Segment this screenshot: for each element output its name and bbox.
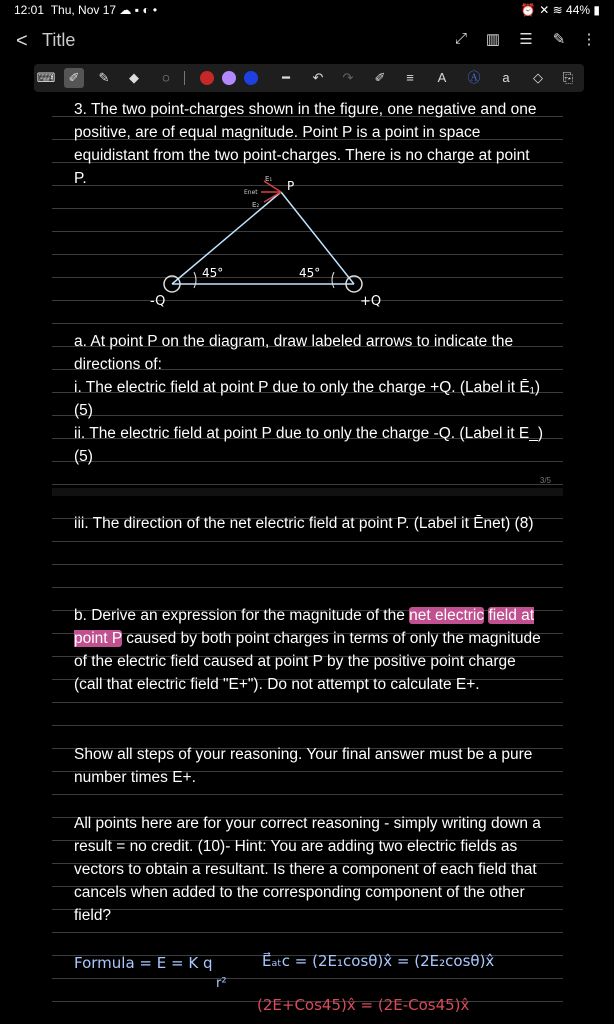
back-chevron-icon[interactable]: < bbox=[16, 30, 28, 52]
question-3-text: 3. The two point-charges shown in the figure, one negative and one positive, are of equal magnitude. Point P is a point in space equidistant from the two point-charges. There is no charge at point P. bbox=[74, 101, 537, 187]
drawing-toolbar bbox=[34, 64, 584, 92]
page-number: 3/5 bbox=[539, 476, 551, 485]
text-tool-icon[interactable]: A bbox=[437, 70, 447, 85]
wifi-icon: ≋ bbox=[552, 3, 563, 17]
color-blue-swatch[interactable] bbox=[244, 71, 258, 85]
part-b-rest: caused by both point charges in terms of only the magnitude of the electric field caused at point P by the positive point charge (call that electric field "E+"). Do not attempt to calculate E+. bbox=[74, 630, 541, 693]
eraser-icon[interactable]: ◆ bbox=[129, 70, 139, 85]
hint-text: All points here are for your correct reasoning - simply writing down a result = no credit. (10)- Hint: You are adding two electric fields as vectors to obtain a resultant. Is there a component of each field that cancels when added to the corresponding component of the other field? bbox=[74, 815, 541, 924]
battery-icon: ▮ bbox=[593, 3, 600, 17]
handwritten-formula bbox=[74, 954, 227, 991]
more-options-icon[interactable]: ⋮ bbox=[581, 31, 597, 48]
part-a-i-text: i. The electric field at point P due to only the charge +Q. (Label it Ē₁) (5) bbox=[74, 379, 541, 419]
undo-icon[interactable]: ↶ bbox=[312, 70, 324, 85]
part-b-intro: b. Derive an expression for the magnitude of the bbox=[74, 607, 410, 624]
stroke-width-icon[interactable]: ━ bbox=[282, 70, 290, 85]
handwriting-convert-icon[interactable]: Ⓐ bbox=[467, 70, 481, 85]
triangle-left-side bbox=[172, 192, 281, 284]
battery-level: 44% bbox=[566, 3, 591, 17]
e1-annotation: E₁ bbox=[265, 175, 273, 183]
enet-annotation: Enet bbox=[244, 189, 258, 196]
angle-right-label: 45° bbox=[299, 266, 321, 280]
shapes-icon[interactable]: ◇ bbox=[533, 70, 543, 85]
color-purple-swatch[interactable] bbox=[222, 71, 236, 85]
pen-tool-icon[interactable]: ✐ bbox=[64, 68, 84, 88]
handwritten-net-field: E⃗ₐₜc = (2E₁cosθ)x̂ = (2E₂cosθ)x̂ bbox=[262, 952, 495, 970]
angle-arc-right bbox=[332, 272, 334, 288]
note-page-2[interactable] bbox=[52, 496, 563, 1024]
handwritten-substitution: (2E+Cos45)x̂ = (2E-Cos45)x̂ bbox=[257, 996, 470, 1014]
e2-annotation: E₂ bbox=[252, 201, 260, 209]
status-time: 12:01 Thu, Nov 17 ☁ ▪ ◐ • bbox=[14, 3, 158, 17]
highlighter-icon[interactable]: ✎ bbox=[98, 70, 110, 85]
formula-denominator: r² bbox=[216, 976, 227, 991]
page-list-icon[interactable]: ☰ bbox=[519, 31, 533, 48]
status-bar bbox=[0, 0, 614, 20]
angle-arc-left bbox=[194, 272, 196, 288]
part-a-text: a. At point P on the diagram, draw labeled arrows to indicate the directions of: bbox=[74, 333, 514, 373]
redo-icon[interactable]: ↷ bbox=[342, 70, 354, 85]
pen-settings-icon[interactable]: ✐ bbox=[374, 70, 386, 85]
part-a-iii-text: iii. The direction of the net electric field at point P. (Label it Ēnet) (8) bbox=[74, 515, 534, 532]
ocr-icon[interactable]: a bbox=[502, 70, 510, 85]
highlight-net-electric[interactable]: net electric bbox=[409, 607, 485, 624]
status-right bbox=[521, 3, 600, 17]
highlight-field-at-point-p[interactable]: field at point P bbox=[74, 607, 535, 647]
angle-left-label: 45° bbox=[202, 266, 224, 280]
part-b-text bbox=[74, 604, 544, 696]
part-a-ii-text: ii. The electric field at point P due to only the charge -Q. (Label it E_) (5) bbox=[74, 425, 543, 465]
positive-charge-label: +Q bbox=[360, 294, 382, 309]
title-bar bbox=[0, 22, 614, 60]
formula-line: Formula = E = K q bbox=[74, 954, 213, 972]
mute-icon: ✕ bbox=[539, 3, 550, 17]
fullscreen-icon[interactable]: ⤢ bbox=[454, 30, 467, 47]
color-red-swatch[interactable] bbox=[200, 71, 214, 85]
keyboard-icon[interactable]: ⌨ bbox=[36, 70, 56, 85]
page-gap bbox=[52, 488, 563, 496]
note-page-1[interactable] bbox=[52, 94, 563, 488]
edit-pen-icon[interactable]: ✎ bbox=[552, 31, 566, 48]
book-view-icon[interactable]: ▥ bbox=[485, 31, 501, 48]
text-align-icon[interactable]: ≡ bbox=[406, 70, 414, 85]
instructions-text: Show all steps of your reasoning. Your final answer must be a pure number times E+. bbox=[74, 746, 533, 786]
lasso-icon[interactable]: ◌ bbox=[162, 70, 170, 85]
point-p-label: P bbox=[287, 179, 295, 193]
stamp-icon[interactable]: ⎘ bbox=[562, 70, 574, 85]
negative-charge-label: -Q bbox=[150, 294, 166, 309]
note-title[interactable]: Title bbox=[42, 30, 76, 50]
arrow-e2 bbox=[264, 192, 281, 202]
alarm-icon: ⏰ bbox=[520, 3, 536, 17]
toolbar-divider bbox=[184, 71, 185, 85]
